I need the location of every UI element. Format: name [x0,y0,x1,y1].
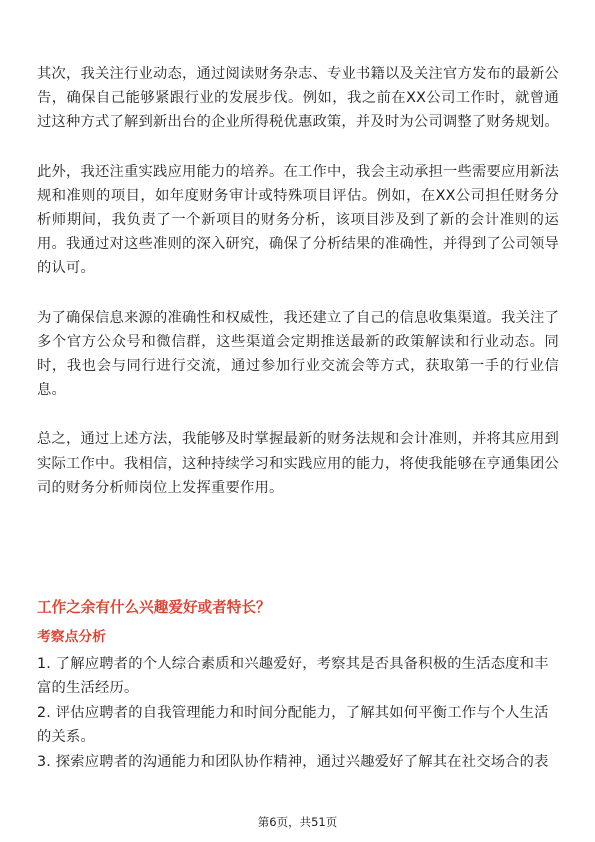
analysis-points [37,652,559,774]
paragraph: 总之，通过上述方法，我能够及时掌握最新的财务法规和会计准则，并将其应用到实际工作中。我相信，这种持续学习和实践应用的能力，将使我能够在亨通集团公司的财务分析师岗位上发挥重要作用。 [37,431,559,496]
analysis-heading: 考察点分析 [37,629,106,645]
list-item: 1. 了解应聘者的个人综合素质和兴趣爱好，考察其是否具备积极的生活态度和丰富的生活经历。 [37,656,549,697]
list-item: 3. 探索应聘者的沟通能力和团队协作精神，通过兴趣爱好了解其在社交场合的表 [37,753,549,770]
paragraph: 其次，我关注行业动态，通过阅读财务杂志、专业书籍以及关注官方发布的最新公告，确保自己能够紧跟行业的发展步伐。例如，我之前在XX公司工作时，就曾通过这种方式了解到新出台的企业所得税优惠政策，并及时为公司调整了财务规划。 [37,66,559,131]
paragraph: 此外，我还注重实践应用能力的培养。在工作中，我会主动承担一些需要应用新法规和准则的项目，如年度财务审计或特殊项目评估。例如，在XX公司担任财务分析师期间，我负责了一个新项目的财务分析，该项目涉及到了新的会计准则的运用。我通过对这些准则的深入研究，确保了分析结果的准确性，并得到了公司领导的认可。 [37,163,559,277]
question-title: 工作之余有什么兴趣爱好或者特长？ [37,599,271,616]
answer-body [37,62,559,500]
page-number: 第6页，共51页 [257,815,338,829]
paragraph: 为了确保信息来源的准确性和权威性，我还建立了自己的信息收集渠道。我关注了多个官方公众号和微信群，这些渠道会定期推送最新的政策解读和行业动态。同时，我也会与同行进行交流，通过参加行业交流会等方式，获取第一手的行业信息。 [37,309,559,399]
list-item: 2. 评估应聘者的自我管理能力和时间分配能力，了解其如何平衡工作与个人生活的关系。 [37,704,549,746]
